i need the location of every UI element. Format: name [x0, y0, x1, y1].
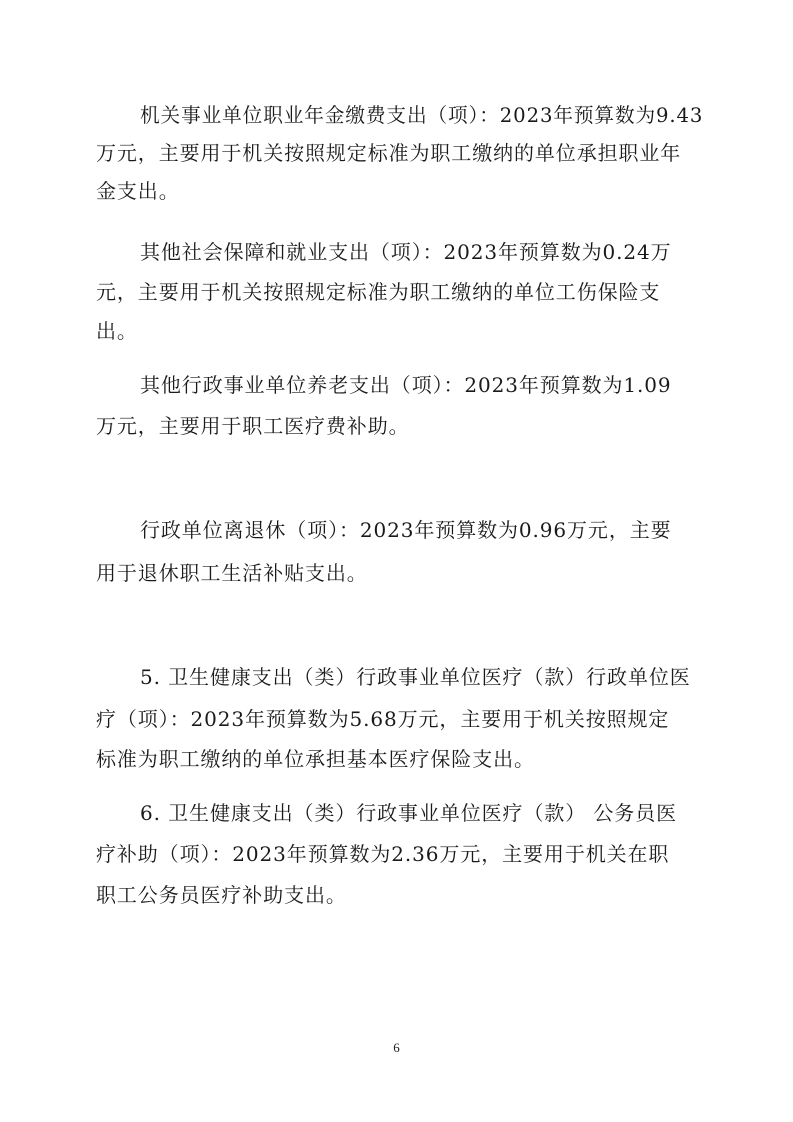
paragraph-1-line-2: 万元，主要用于机关按照规定标准为职工缴纳的单位承担职业年: [96, 141, 682, 165]
paragraph-2-line-2: 元，主要用于机关按照规定标准为职工缴纳的单位工伤保险支: [96, 280, 661, 304]
paragraph-5-line-1: 5. 卫生健康支出（类）行政事业单位医疗（款）行政单位医: [140, 665, 691, 689]
paragraph-3-line-1: 其他行政事业单位养老支出（项）：2023年预算数为1.09: [140, 373, 672, 397]
paragraph-4-line-2: 用于退休职工生活补贴支出。: [96, 561, 368, 585]
paragraph-5-line-2: 疗（项）：2023年预算数为5.68万元，主要用于机关按照规定: [96, 707, 670, 731]
page-number: 6: [393, 1040, 400, 1055]
paragraph-5-line-3: 标准为职工缴纳的单位承担基本医疗保险支出。: [96, 747, 535, 771]
paragraph-1-line-3: 金支出。: [96, 179, 180, 203]
paragraph-1-line-1: 机关事业单位职业年金缴费支出（项）：2023年预算数为9.43: [140, 103, 704, 127]
paragraph-3-line-2: 万元，主要用于职工医疗费补助。: [96, 414, 410, 438]
paragraph-2-line-1: 其他社会保障和就业支出（项）：2023年预算数为0.24万: [140, 240, 672, 264]
paragraph-6-line-3: 职工公务员医疗补助支出。: [96, 883, 347, 907]
paragraph-2-line-3: 出。: [96, 319, 138, 343]
paragraph-6-line-2: 疗补助（项）：2023年预算数为2.36万元，主要用于机关在职: [96, 842, 670, 866]
paragraph-4-line-1: 行政单位离退休（项）：2023年预算数为0.96万元，主要: [140, 518, 672, 542]
paragraph-6-line-1: 6. 卫生健康支出（类）行政事业单位医疗（款） 公务员医: [140, 801, 677, 825]
